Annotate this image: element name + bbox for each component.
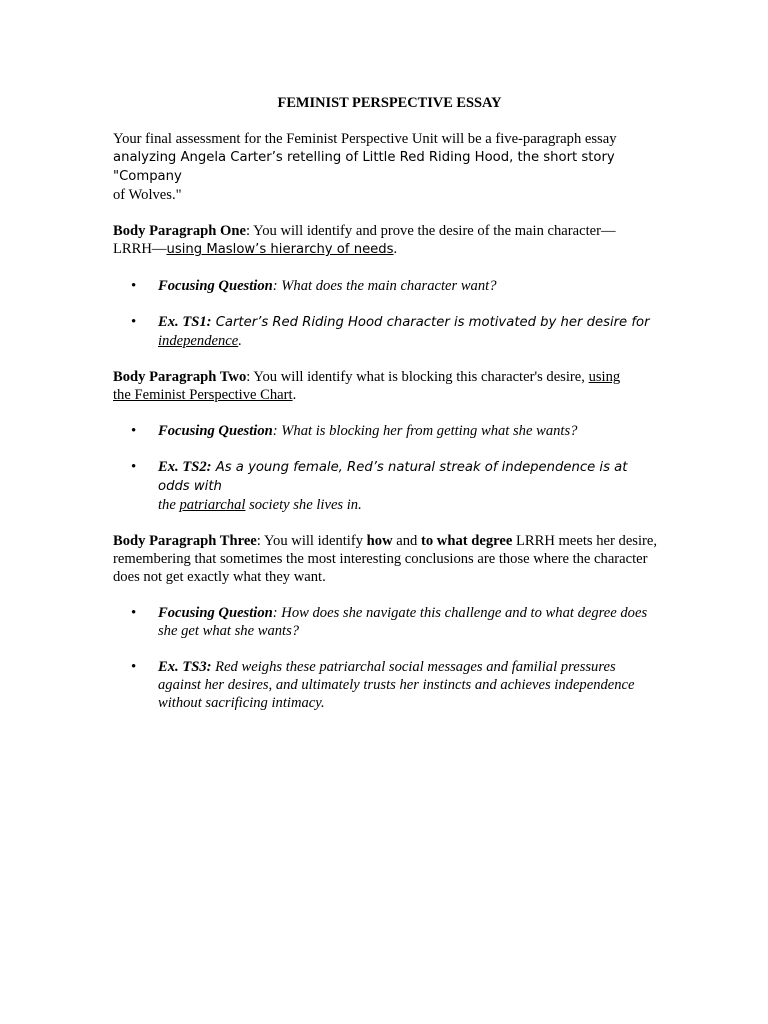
page-title: FEMINIST PERSPECTIVE ESSAY bbox=[277, 95, 502, 111]
bullet-glyph: • bbox=[131, 278, 137, 294]
section-one-bullets bbox=[113, 277, 658, 350]
section-three-text-c: LRRH meets her desire, remembering that sometimes the most interesting conclusions are those where the character does not get exactly what they want. bbox=[113, 533, 658, 585]
bullet-glyph: • bbox=[131, 423, 137, 439]
bullet-label: Ex. TS1: bbox=[158, 314, 212, 330]
section-one-paragraph bbox=[113, 222, 658, 259]
bullet-label: Focusing Question bbox=[158, 605, 273, 621]
document-page bbox=[113, 94, 658, 730]
section-two-text-end: . bbox=[292, 387, 297, 403]
bullet-glyph: • bbox=[131, 314, 137, 330]
section-one-link: using Maslow’s hierarchy of needs bbox=[166, 242, 394, 257]
bullet-glyph: • bbox=[131, 659, 137, 675]
bullet-text: : How does she navigate this challenge and to what degree does she get what she wants? bbox=[158, 605, 648, 639]
list-item bbox=[113, 458, 658, 514]
bullet-glyph: • bbox=[131, 605, 137, 621]
bullet-glyph: • bbox=[131, 459, 137, 475]
section-two-link-1: using bbox=[588, 369, 621, 385]
bullet-text: Red weighs these patriarchal social messages and familial pressures against her desires, and ultimately trusts her instincts and achieves independence without sacrificing intimacy. bbox=[158, 659, 635, 711]
section-three-text-a: : You will identify bbox=[256, 533, 367, 549]
section-three-bold-how: how bbox=[366, 533, 393, 549]
section-three-text-b: and bbox=[392, 533, 421, 549]
section-two-heading: Body Paragraph Two bbox=[113, 369, 247, 385]
list-item bbox=[113, 422, 658, 440]
section-three-paragraph bbox=[113, 532, 658, 586]
intro-paragraph bbox=[113, 130, 658, 204]
section-one-text: : You will identify and prove the desire of the main character— bbox=[245, 223, 616, 239]
section-three-bold-degree: to what degree bbox=[421, 533, 513, 549]
list-item bbox=[113, 277, 658, 295]
bullet-text-end: society she lives in. bbox=[245, 497, 362, 513]
section-two-bullets bbox=[113, 422, 658, 514]
bullet-text: Carter’s Red Riding Hood character is motivated by her desire for bbox=[211, 315, 650, 330]
intro-text-1: Your final assessment for the Feminist Perspective Unit will be a five-paragraph essay bbox=[113, 131, 617, 147]
section-one-text-end: . bbox=[393, 241, 398, 257]
intro-text-3: of Wolves." bbox=[113, 187, 182, 203]
bullet-underlined: patriarchal bbox=[179, 497, 246, 513]
bullet-text: : What is blocking her from getting what she wants? bbox=[272, 423, 578, 439]
bullet-text: : What does the main character want? bbox=[272, 278, 497, 294]
section-one-text-b: LRRH— bbox=[113, 241, 167, 257]
bullet-underlined: independence bbox=[158, 333, 239, 349]
bullet-text-2: the bbox=[158, 497, 180, 513]
bullet-label: Ex. TS2: bbox=[158, 459, 212, 475]
bullet-text-end: . bbox=[238, 333, 242, 349]
section-three-heading: Body Paragraph Three bbox=[113, 533, 257, 549]
section-two-paragraph bbox=[113, 368, 658, 404]
list-item bbox=[113, 604, 658, 640]
bullet-label: Focusing Question bbox=[158, 423, 273, 439]
section-three-bullets bbox=[113, 604, 658, 712]
section-two-link-2: the Feminist Perspective Chart bbox=[113, 387, 293, 403]
intro-text-2: analyzing Angela Carter’s retelling of Little Red Riding Hood, the short story "Company bbox=[113, 150, 615, 184]
section-one-heading: Body Paragraph One bbox=[113, 223, 246, 239]
bullet-text: As a young female, Red’s natural streak of independence is at odds with bbox=[158, 460, 628, 494]
list-item bbox=[113, 658, 658, 712]
section-two-text: : You will identify what is blocking this character's desire, bbox=[246, 369, 589, 385]
bullet-label: Focusing Question bbox=[158, 278, 273, 294]
bullet-label: Ex. TS3: bbox=[158, 659, 212, 675]
list-item bbox=[113, 313, 658, 350]
